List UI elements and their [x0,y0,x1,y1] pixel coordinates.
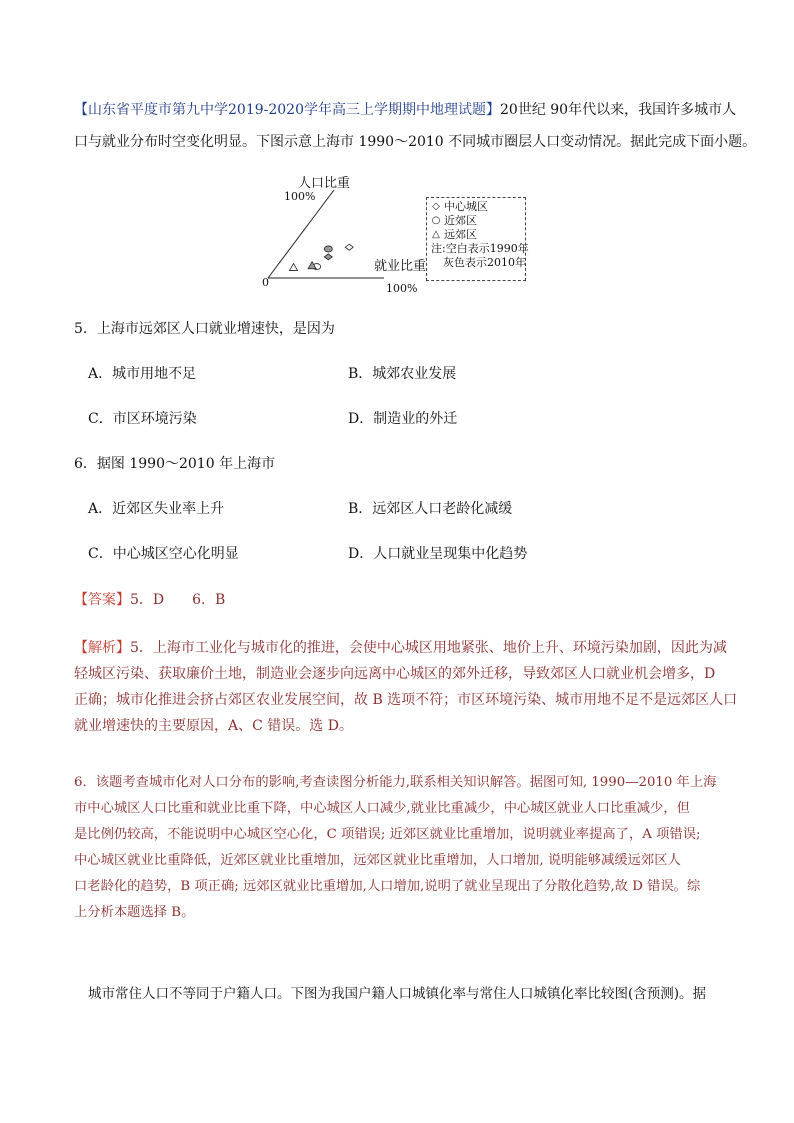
analysis-5-line-2: 轻城区污染、获取廉价土地，制造业会逐步向远离中心城区的郊外迁移，导致郊区人口就业机会增多，D [74,666,716,682]
analysis-6-line-5: 口老龄化的趋势，B 项正确; 远郊区就业比重增加,人口增加,说明了就业呈现出了分散化趋势,故 D 错误。综 [74,879,701,894]
answer-line [74,589,225,611]
intro-line-2: 口与就业分布时空变化明显。下图示意上海市 1990～2010 不同城市圈层人口变动情况。据此完成下面小题。 [74,134,757,150]
x-axis-label: 就业比重 [374,259,427,274]
diamond-icon: ◇ [432,201,440,212]
analysis-5-line-1: 【解析】5．上海市工业化与城市化的推进，会使中心城区用地紧张、地价上升、环境污染加剧，因此为减 [74,640,727,656]
analysis-label: 【解析】 [74,640,130,656]
q5-option-d[interactable]: D．制造业的外迁 [348,411,458,427]
q5-option-b[interactable]: B．城郊农业发展 [348,366,457,382]
analysis-6-line-2: 市中心城区人口比重和就业比重下降，中心城区人口减少,就业比重减少，中心城区就业人口比重减少，但 [74,801,690,816]
analysis-6-line-4: 中心城区就业比重降低，近郊区就业比重增加，远郊区就业比重增加，人口增加, 说明能够减缓远郊区人 [74,853,681,868]
triangle-icon: △ [432,229,440,240]
point-circle-2010 [324,246,332,252]
q6-stem: 6．据图 1990～2010 年上海市 [74,456,276,472]
q5-option-a[interactable]: A．城市用地不足 [88,366,197,382]
analysis-5-line-3: 正确；城市化推进会挤占郊区农业发展空间，故 B 选项不符；市区环境污染、城市用地不足不是远郊区人口 [74,692,738,708]
q6-option-a[interactable]: A．近郊区失业率上升 [88,501,225,517]
point-diamond-2010 [324,254,332,260]
analysis-6-line-3: 是比例仍较高，不能说明中心城区空心化，C 项错误; 近郊区就业比重增加，说明就业率提高了，A 项错误; [74,827,701,842]
analysis-6-line-6: 上分析本题选择 B。 [74,905,195,920]
q5-stem: 5．上海市远郊区人口就业增速快，是因为 [74,321,335,337]
intro-text: 20世纪 90年代以来，我国许多城市人 [500,102,737,118]
next-intro-line-1: 城市常住人口不等同于户籍人口。下图为我国户籍人口城镇化率与常住人口城镇化率比较图(含预测)。据 [88,986,707,1002]
q6-option-d[interactable]: D．人口就业呈现集中化趋势 [348,546,528,562]
chart-legend [426,197,529,281]
legend-item-far: △ 远郊区 [432,228,477,241]
analysis-5-line-4: 就业增速快的主要原因，A、C 错误。选 D。 [74,718,353,734]
point-diamond-1990 [345,244,353,250]
y-axis [268,190,334,278]
analysis-6 [74,770,730,926]
analysis-6-line-1: 6．该题考查城市化对人口分布的影响,考查读图分析能力,联系相关知识解答。据图可知, 1990—2010 年上海 [74,775,717,790]
legend-item-near: ○ 近郊区 [431,214,477,227]
y-axis-label: 人口比重 [298,176,351,191]
origin-label: 0 [262,276,269,289]
legend-note-1: 注:空白表示1990年 [431,242,529,255]
q6-option-c[interactable]: C．中心城区空心化明显 [88,546,239,562]
circle-icon: ○ [431,215,441,226]
legend-note-2: 灰色表示2010年 [443,256,526,269]
analysis-5 [74,635,738,739]
y-max-label: 100% [284,190,316,203]
legend-item-center: ◇ 中心城区 [432,200,488,213]
question-source: 【山东省平度市第九中学2019-2020学年高三上学期期中地理试题】 [74,102,500,118]
q6-option-b[interactable]: B．远郊区人口老龄化减缓 [348,501,513,517]
point-triangle-1990 [290,263,298,270]
answer-label: 【答案】 [74,592,130,608]
answer-text: 5．D 6．B [130,592,226,608]
intro-line-1 [74,99,736,121]
q5-option-c[interactable]: C．市区环境污染 [88,411,197,427]
x-max-label: 100% [386,282,418,295]
